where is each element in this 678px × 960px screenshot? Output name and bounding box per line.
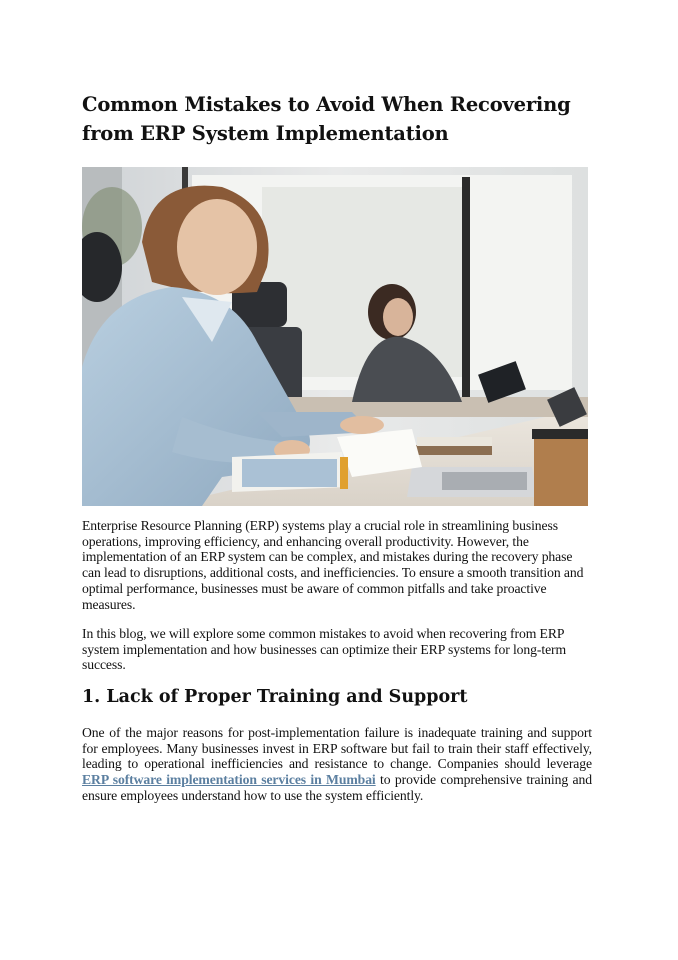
section-text-end: to provide comprehensive training and ensure employees understand how to use the system efficiently. bbox=[82, 772, 592, 803]
article-title: Common Mistakes to Avoid When Recovering from ERP System Implementation bbox=[82, 93, 571, 145]
hero-image bbox=[82, 167, 588, 506]
erp-services-link[interactable]: ERP software implementation services in Mumbai bbox=[82, 772, 376, 788]
section-text-start: One of the major reasons for post-implementation failure is inadequate training and support for employees. Many businesses invest in ERP software but fail to train their staff effectively, leading to operational inefficiencies and resistance to change. Companies should leverage bbox=[82, 725, 592, 772]
section-heading: 1. Lack of Proper Training and Support bbox=[82, 687, 468, 707]
office-photo bbox=[82, 167, 588, 506]
intro-paragraph: Enterprise Resource Planning (ERP) systems play a crucial role in streamlining business operations, improving efficiency, and enhancing overall productivity. However, the implementation of an ERP system can be complex, and mistakes during the recovery phase can lead to disruptions, additional costs, and inefficiencies. To ensure a smooth transition and optimal performance, businesses must be aware of common pitfalls and take proactive measures. bbox=[82, 518, 584, 612]
blog-intro-paragraph: In this blog, we will explore some common mistakes to avoid when recovering from ERP system implementation and how businesses can optimize their ERP systems for long-term success. bbox=[82, 626, 567, 673]
section-paragraph bbox=[82, 725, 592, 804]
